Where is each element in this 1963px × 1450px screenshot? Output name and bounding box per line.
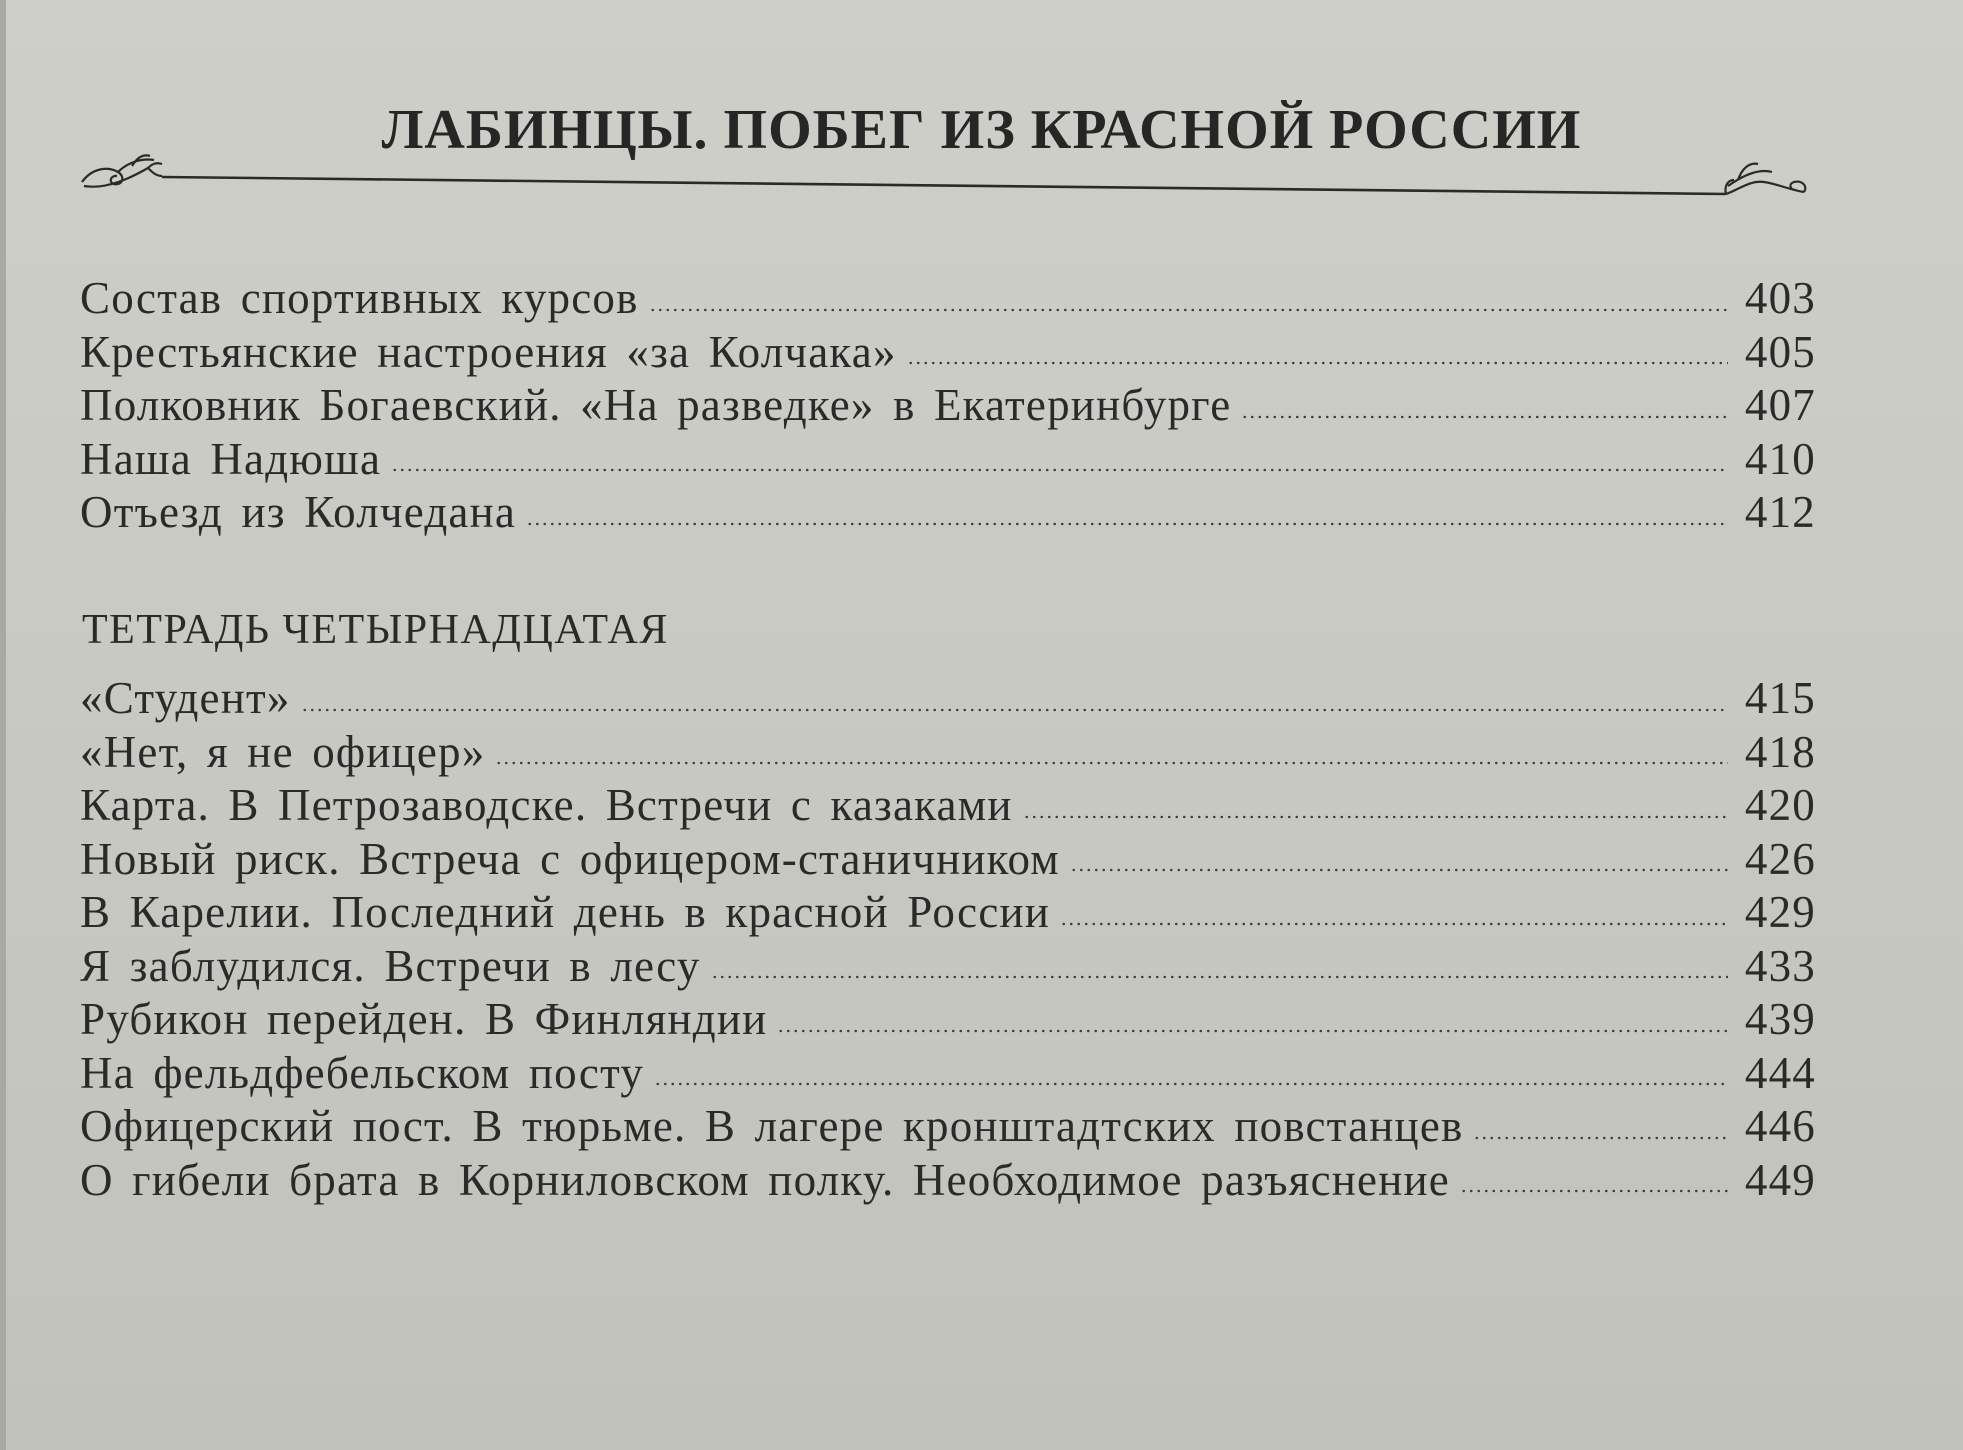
toc-entry[interactable] — [80, 1047, 1816, 1101]
dot-leader — [1060, 922, 1728, 926]
toc-list-group-2 — [80, 672, 1816, 1207]
dot-leader — [711, 975, 1728, 979]
toc-entry-title: На фельдфебельском посту — [80, 1047, 645, 1098]
dot-leader — [1241, 415, 1728, 419]
toc-entry-title: Карта. В Петрозаводске. Встречи с казаками — [80, 780, 1013, 830]
toc-entry[interactable] — [80, 993, 1816, 1047]
right-flourish — [1725, 164, 1805, 194]
dot-leader — [391, 468, 1728, 472]
toc-entry-title: Новый риск. Встреча с офицером-станичником — [80, 833, 1060, 884]
toc-entry-page: 444 — [1744, 1047, 1816, 1098]
toc-entry[interactable] — [80, 833, 1816, 887]
toc-list-group-1 — [80, 272, 1816, 540]
toc-entry[interactable] — [80, 886, 1816, 940]
toc-entry-page: 412 — [1744, 487, 1816, 537]
toc-entry-page: 449 — [1744, 1154, 1816, 1205]
toc-entry[interactable] — [80, 326, 1816, 380]
dot-leader — [649, 308, 1728, 312]
section-heading: ТЕТРАДЬ ЧЕТЫРНАДЦАТАЯ — [82, 607, 669, 653]
toc-entry[interactable] — [80, 779, 1816, 833]
toc-entry-page: 439 — [1744, 994, 1816, 1044]
running-title: ЛАБИНЦЫ. ПОБЕГ ИЗ КРАСНОЙ РОССИИ — [381, 99, 1582, 161]
dot-leader — [1460, 1189, 1728, 1193]
toc-entry[interactable] — [80, 1154, 1816, 1208]
toc-entry-page: 429 — [1744, 887, 1816, 937]
toc-entry-page: 433 — [1744, 940, 1816, 991]
toc-entry-title: Полковник Богаевский. «На разведке» в Екатеринбурге — [80, 380, 1232, 430]
toc-entry-title: Крестьянские настроения «за Колчака» — [80, 326, 897, 377]
dot-leader — [526, 522, 1728, 526]
toc-entry[interactable] — [80, 726, 1816, 780]
toc-entry-page: 418 — [1744, 726, 1816, 777]
toc-entry[interactable] — [80, 1100, 1816, 1154]
toc-entry-page: 403 — [1744, 273, 1816, 323]
toc-entry[interactable] — [80, 940, 1816, 994]
toc-entry-title: Состав спортивных курсов — [80, 273, 639, 323]
toc-entry[interactable] — [80, 486, 1816, 540]
toc-entry-page: 426 — [1744, 833, 1816, 884]
toc-entry-title: «Студент» — [80, 673, 291, 723]
toc-entry-title: Офицерский пост. В тюрьме. В лагере кронштадтских повстанцев — [80, 1101, 1464, 1151]
toc-entry[interactable] — [80, 272, 1816, 326]
toc-entry-title: В Карелии. Последний день в красной России — [80, 887, 1051, 937]
dot-leader — [777, 1029, 1728, 1033]
toc-entry-page: 405 — [1744, 326, 1816, 377]
dot-leader — [1473, 1136, 1728, 1140]
header-rule-line — [162, 177, 1726, 194]
dot-leader — [495, 761, 1728, 765]
toc-entry-page: 446 — [1744, 1101, 1816, 1151]
dot-leader — [1070, 868, 1728, 872]
toc-entry-page: 410 — [1744, 433, 1816, 484]
toc-entry[interactable] — [80, 672, 1816, 726]
toc-entry-page: 420 — [1744, 780, 1816, 830]
toc-entry-page: 407 — [1744, 380, 1816, 430]
toc-entry-page: 415 — [1744, 673, 1816, 723]
toc-entry-title: Рубикон перейден. В Финляндии — [80, 994, 768, 1044]
header-rule-ornament — [78, 150, 1810, 200]
toc-entry-title: Отъезд из Колчедана — [80, 487, 517, 537]
toc-entry-title: Наша Надюша — [80, 433, 382, 484]
dot-leader — [907, 361, 1728, 365]
toc-entry-title: О гибели брата в Корниловском полку. Необходимое разъяснение — [80, 1154, 1450, 1205]
left-flourish — [82, 155, 162, 186]
dot-leader — [301, 708, 1728, 712]
dot-leader — [1023, 815, 1728, 819]
toc-entry-title: Я заблудился. Встречи в лесу — [80, 940, 701, 991]
toc-entry[interactable] — [80, 379, 1816, 433]
toc-entry-title: «Нет, я не офицер» — [80, 726, 486, 777]
toc-entry[interactable] — [80, 433, 1816, 487]
page-edge — [0, 0, 6, 1450]
dot-leader — [654, 1082, 1728, 1086]
